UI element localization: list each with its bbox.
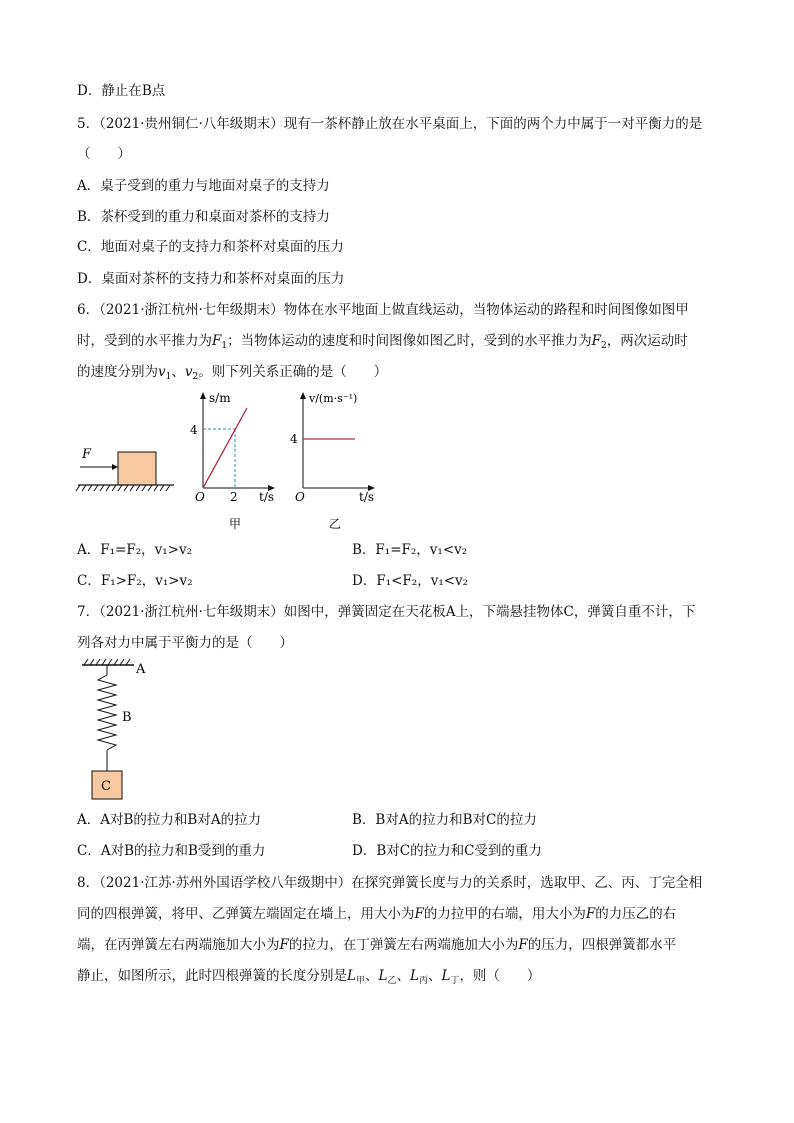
graph1-origin: O	[195, 490, 205, 504]
q6-stem-line3: 的速度分别为$v_1$、$v_2$。则下列关系正确的是（ ）	[77, 364, 388, 382]
q8-stem-line1: 8．（2021·江苏·苏州外国语学校八年级期中）在探究弹簧长度与力的关系时，选取甲、乙、丙、丁完全相	[77, 875, 703, 891]
q7-spring-figure	[78, 655, 168, 803]
graph1-ytick: 4	[190, 423, 198, 437]
q6-graph-yi	[285, 388, 385, 533]
spring	[98, 675, 116, 750]
graph2-ylabel: v/(m·s⁻¹)	[309, 392, 358, 405]
block	[118, 452, 156, 485]
label-b: B	[122, 710, 132, 725]
q5-option-a[interactable]: A．桌子受到的重力与地面对桌子的支持力	[77, 178, 330, 194]
graph2-caption: 乙	[329, 517, 342, 531]
q5-stem-line1: 5．（2021·贵州铜仁·八年级期末）现有一茶杯静止放在水平桌面上，下面的两个力中属于一对平衡力的是	[77, 116, 703, 132]
q5-stem-line2: （ ）	[77, 146, 131, 162]
graph1-ylabel: s/m	[209, 391, 231, 405]
force-label: F	[82, 447, 92, 462]
q6-option-a[interactable]: A．F₁=F₂，v₁>v₂	[77, 542, 193, 558]
label-c: C	[101, 779, 111, 794]
q7-option-d[interactable]: D．B对C的拉力和C受到的重力	[352, 843, 542, 859]
q6-option-d[interactable]: D．F₁<F₂，v₁<v₂	[352, 573, 469, 589]
q6-option-b[interactable]: B．F₁=F₂，v₁<v₂	[352, 542, 468, 558]
q7-option-a[interactable]: A．A对B的拉力和B对A的拉力	[77, 812, 262, 828]
graph1-line	[203, 408, 247, 488]
q6-block-figure	[70, 440, 180, 495]
q8-stem-line4: 静止，如图所示，此时四根弹簧的长度分别是$L_甲$、$L_乙$、$L_丙$、$L_丁$，则（ ）	[77, 968, 541, 986]
graph2-xlabel: t/s	[359, 490, 375, 504]
q6-graph-jia	[185, 388, 285, 533]
graph2-origin: O	[295, 490, 305, 504]
q6-stem-line1: 6．（2021·浙江杭州·七年级期末）物体在水平地面上做直线运动，当物体运动的路程和时间图像如图甲	[77, 302, 689, 318]
graph2-ytick: 4	[290, 432, 298, 446]
q5-option-d[interactable]: D．桌面对茶杯的支持力和茶杯对桌面的压力	[77, 271, 345, 287]
q6-stem-line2: 时，受到的水平推力为$F_1$；当物体运动的速度和时间图像如图乙时，受到的水平推力为$F_2$，两次运动时	[77, 333, 688, 351]
q4-option-d[interactable]: D．静止在B点	[77, 83, 166, 99]
q7-option-c[interactable]: C．A对B的拉力和B受到的重力	[77, 843, 266, 859]
q7-stem-line1: 7．（2021·浙江杭州·七年级期末）如图中，弹簧固定在天花板A上，下端悬挂物体C，弹簧自重不计，下	[77, 604, 696, 620]
q7-option-b[interactable]: B．B对A的拉力和B对C的拉力	[352, 812, 537, 828]
graph1-xlabel: t/s	[259, 490, 275, 504]
q5-option-b[interactable]: B．茶杯受到的重力和桌面对茶杯的支持力	[77, 209, 330, 225]
label-a: A	[136, 662, 146, 677]
graph1-xtick: 2	[230, 490, 238, 504]
q8-stem-line3: 端，在丙弹簧左右两端施加大小为F的拉力，在丁弹簧左右两端施加大小为F的压力，四根弹簧都水平	[77, 937, 677, 953]
q6-option-c[interactable]: C．F₁>F₂，v₁>v₂	[77, 573, 193, 589]
q5-option-c[interactable]: C．地面对桌子的支持力和茶杯对桌面的压力	[77, 239, 344, 255]
q7-stem-line2: 列各对力中属于平衡力的是（ ）	[77, 635, 293, 651]
q8-stem-line2: 同的四根弹簧，将甲、乙弹簧左端固定在墙上，用大小为F的力拉甲的右端，用大小为F的力压乙的右	[77, 906, 677, 922]
graph1-caption: 甲	[229, 517, 242, 531]
